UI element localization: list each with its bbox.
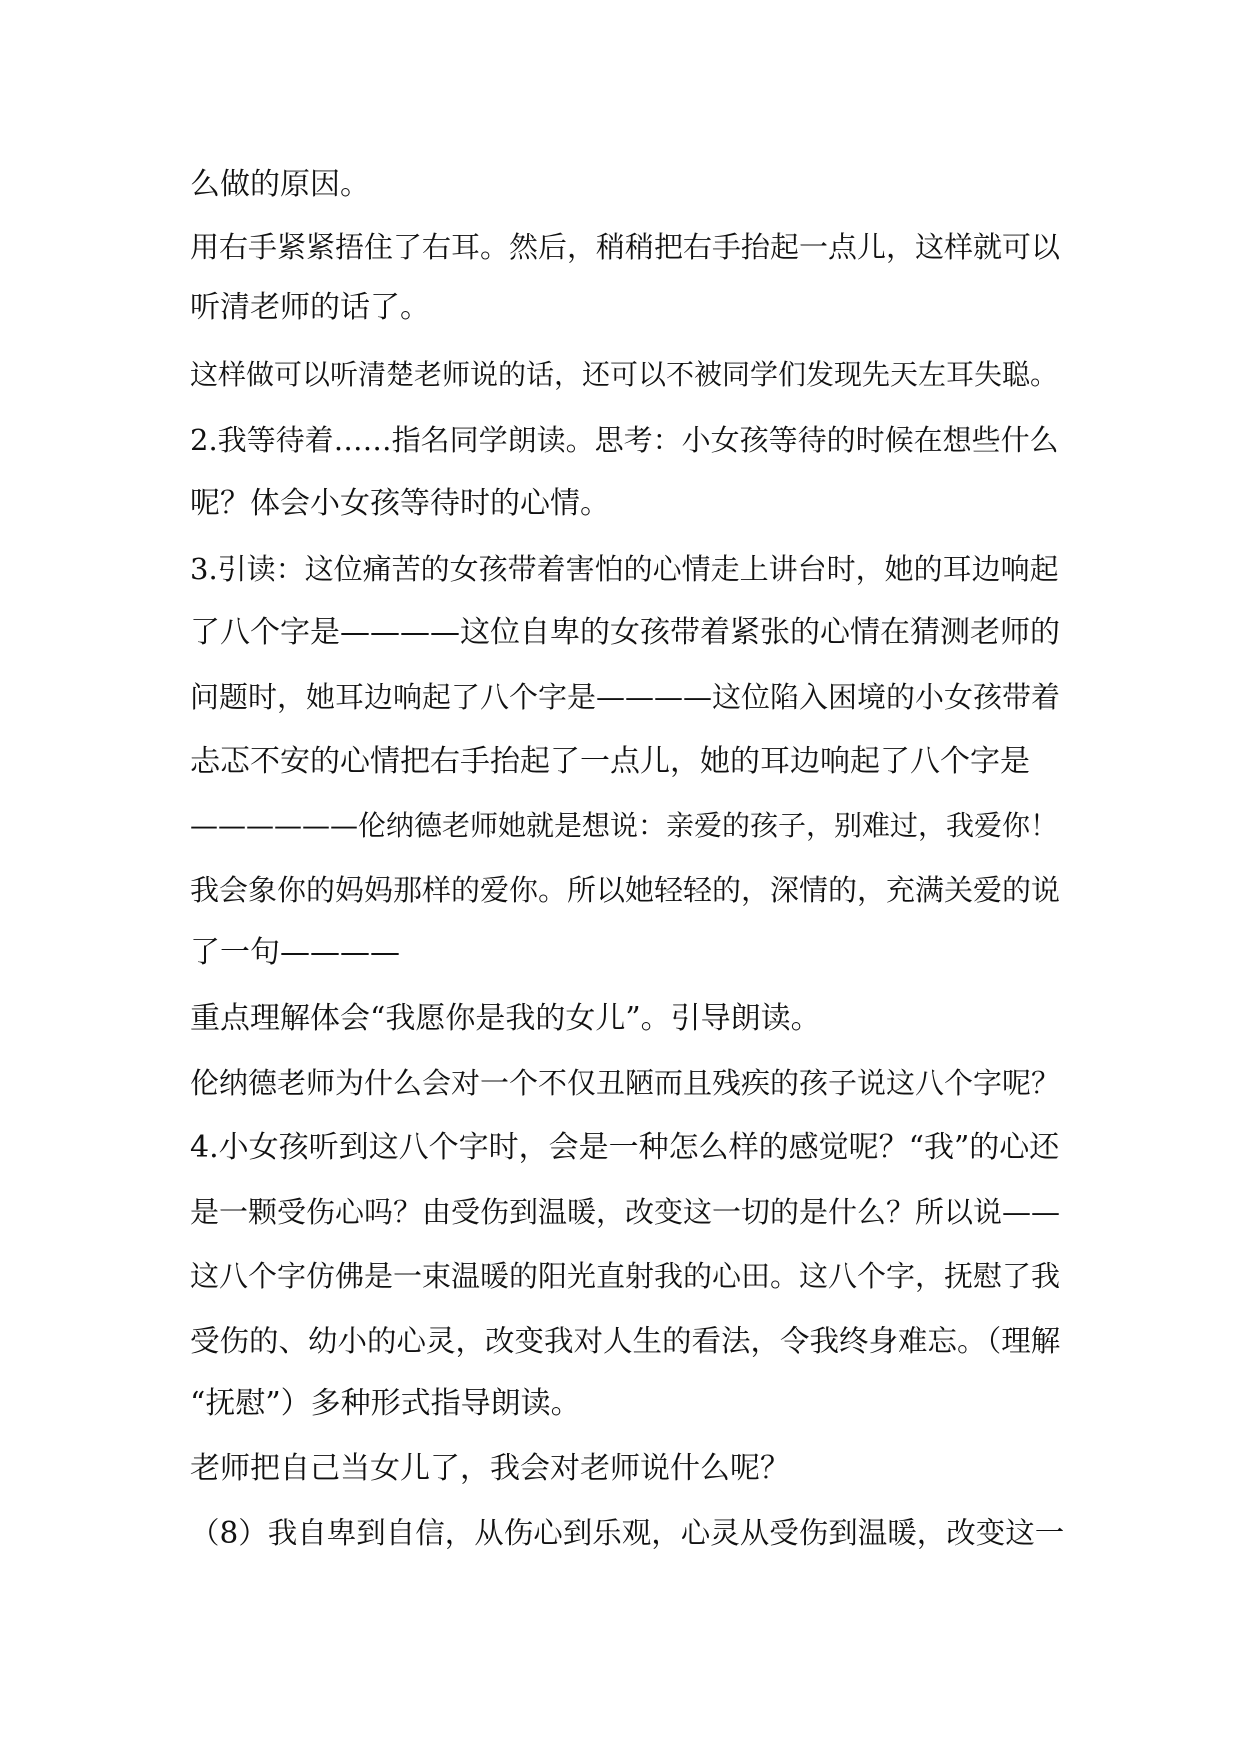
text-line: 是一颗受伤心吗？由受伤到温暖，改变这一切的是什么？所以说——: [190, 1195, 1061, 1229]
text-line: “抚慰”）多种形式指导朗读。: [190, 1386, 581, 1421]
text-line: 了一句————: [190, 935, 400, 970]
text-line: 伦纳德老师为什么会对一个不仅丑陋而且残疾的孩子说这八个字呢？: [190, 1066, 1061, 1100]
text-line: 这八个字仿佛是一束温暖的阳光直射我的心田。这八个字，抚慰了我: [190, 1259, 1061, 1293]
text-line: 呢？体会小女孩等待时的心情。: [190, 486, 610, 521]
text-line: 听清老师的话了。: [190, 290, 430, 325]
text-line: 了八个字是————这位自卑的女孩带着紧张的心情在猜测老师的: [190, 615, 1060, 650]
text-line: 么做的原因。: [190, 167, 370, 202]
text-line: 问题时，她耳边响起了八个字是————这位陷入困境的小女孩带着: [190, 680, 1061, 714]
text-line: （8）我自卑到自信，从伤心到乐观，心灵从受伤到温暖，改变这一: [190, 1516, 1065, 1550]
text-line: 忐忑不安的心情把右手抬起了一点儿，她的耳边响起了八个字是: [190, 744, 1030, 779]
text-line: 3.引读：这位痛苦的女孩带着害怕的心情走上讲台时，她的耳边响起: [190, 552, 1059, 586]
text-line: 重点理解体会“我愿你是我的女儿”。引导朗读。: [190, 1001, 821, 1036]
text-line: 老师把自己当女儿了，我会对老师说什么呢？: [190, 1451, 790, 1486]
text-line: 2.我等待着……指名同学朗读。思考：小女孩等待的时候在想些什么: [190, 423, 1059, 457]
text-line: 这样做可以听清楚老师说的话，还可以不被同学们发现先天左耳失聪。: [190, 358, 1059, 391]
text-line: ——————伦纳德老师她就是想说：亲爱的孩子，别难过，我爱你！: [190, 809, 1059, 842]
text-line: 受伤的、幼小的心灵，改变我对人生的看法，令我终身难忘。（理解: [190, 1324, 1061, 1358]
text-line: 4.小女孩听到这八个字时，会是一种怎么样的感觉呢？“我”的心还: [190, 1130, 1060, 1165]
text-line: 用右手紧紧捂住了右耳。然后，稍稍把右手抬起一点儿，这样就可以: [190, 230, 1061, 264]
text-line: 我会象你的妈妈那样的爱你。所以她轻轻的，深情的，充满关爱的说: [190, 873, 1061, 907]
